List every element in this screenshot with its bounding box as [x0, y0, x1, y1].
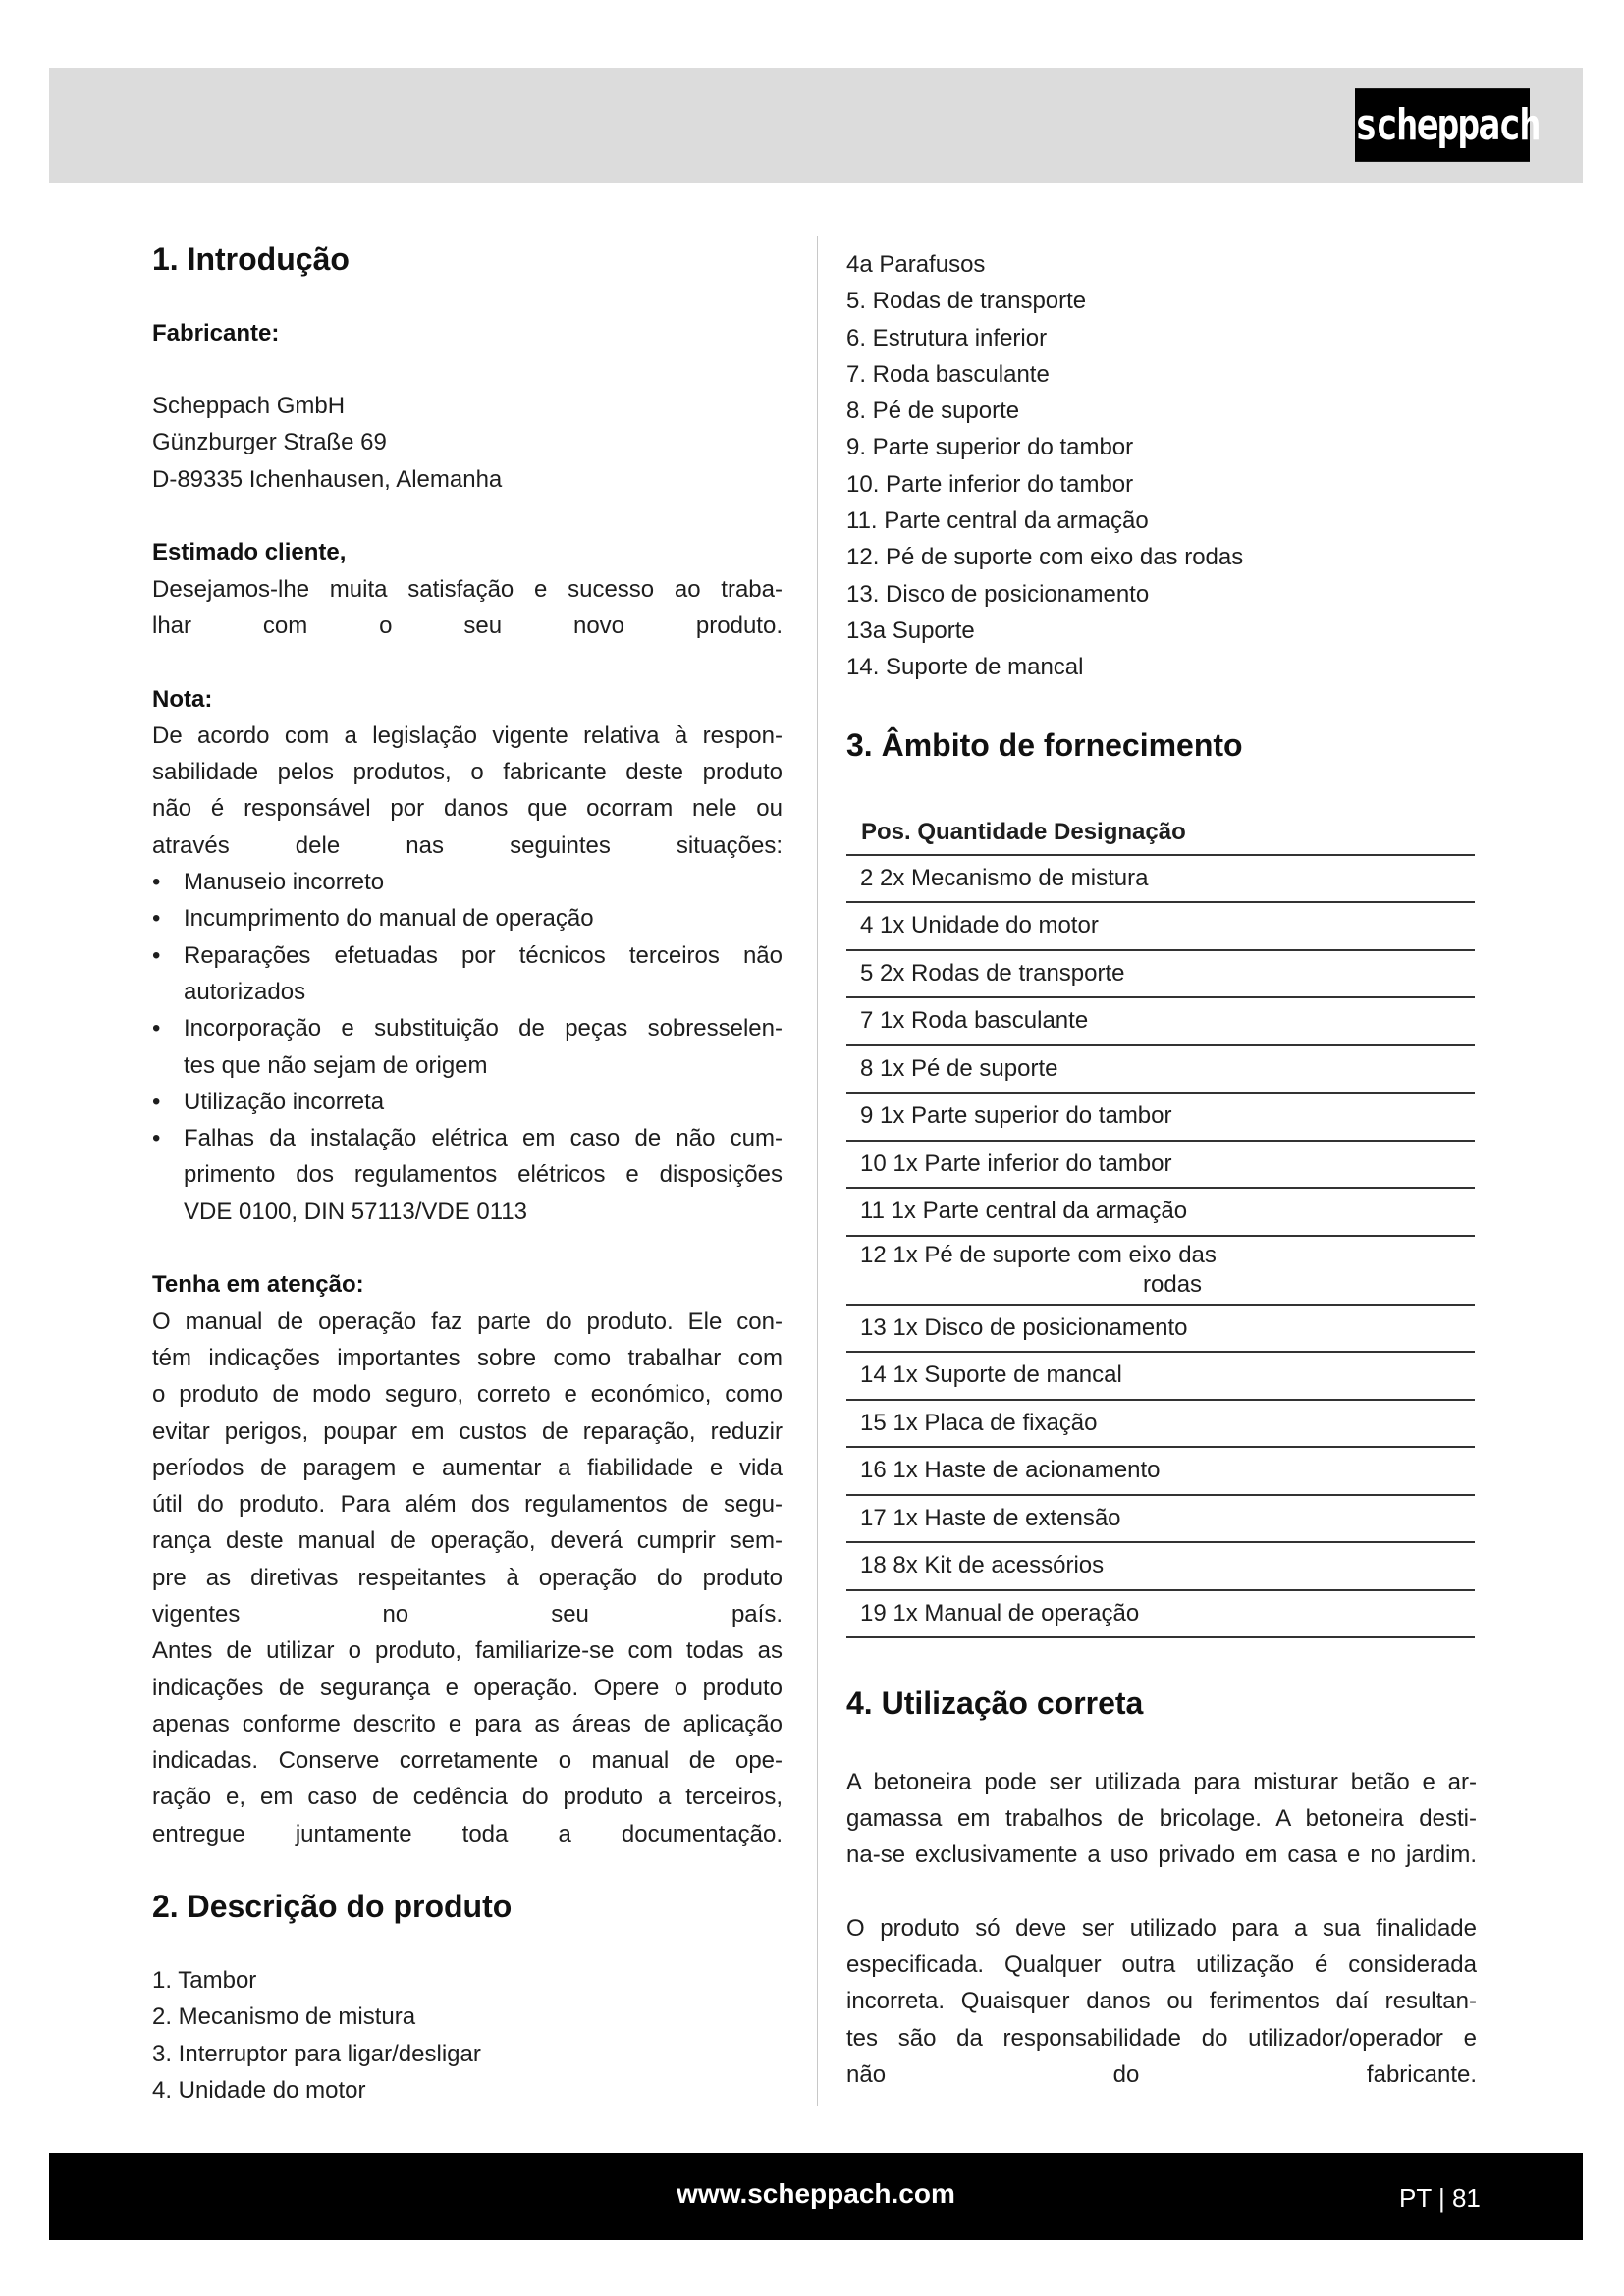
text-line: ração e, em caso de cedência do produto a terceiros,	[152, 1784, 783, 1811]
text-line: entregue juntamente toda a documentação.	[152, 1820, 783, 1847]
bullet-item	[152, 937, 783, 1011]
table-cell-text: 4 1x Unidade do motor	[860, 912, 1099, 939]
table-row	[846, 1306, 1475, 1354]
text-line: 7. Roda basculante	[846, 360, 1050, 388]
nota-paragraph	[152, 718, 783, 864]
table-row	[846, 1496, 1475, 1544]
bullet-text: Manuseio incorreto	[184, 869, 385, 896]
parts-list	[152, 1962, 783, 2109]
column-divider	[817, 236, 818, 2106]
text-line: O produto só deve ser utilizado para a sua finalidade	[846, 1914, 1477, 1942]
footer-url[interactable]: www.scheppach.com	[677, 2178, 955, 2209]
text-line: 3. Interruptor para ligar/desligar	[152, 2040, 481, 2067]
manufacturer-address	[152, 388, 783, 498]
text-line: 4. Unidade do motor	[152, 2076, 366, 2104]
text-line: 4a Parafusos	[846, 251, 986, 278]
table-cell-text: 14 1x Suporte de mancal	[860, 1362, 1122, 1389]
bullet-item	[152, 1010, 783, 1084]
table-cell-text: 9 1x Parte superior do tambor	[860, 1102, 1172, 1130]
table-cell-text: 17 1x Haste de extensão	[860, 1504, 1121, 1531]
text-line: Antes de utilizar o produto, familiarize-se com todas as	[152, 1637, 783, 1665]
section-heading-utilizacao: 4. Utilização correta	[846, 1685, 1144, 1722]
fabricante-label: Fabricante:	[152, 319, 280, 347]
table-cell-text: 16 1x Haste de acionamento	[860, 1457, 1161, 1484]
text-line: O manual de operação faz parte do produto. Ele con-	[152, 1308, 783, 1335]
bullet-text: primento dos regulamentos elétricos e disposições	[184, 1161, 783, 1189]
bullet-icon: •	[152, 905, 161, 933]
text-line: rança deste manual de operação, deverá cumprir sem-	[152, 1527, 783, 1555]
text-line: 1. Tambor	[152, 1966, 257, 1994]
estimado-label: Estimado cliente,	[152, 539, 347, 566]
bullet-icon: •	[152, 869, 161, 896]
scheppach-logo: scheppach	[1355, 88, 1530, 162]
bullet-item	[152, 1120, 783, 1230]
text-line: sabilidade pelos produtos, o fabricante deste produto	[152, 759, 783, 786]
bullet-icon: •	[152, 1015, 161, 1042]
bullet-item	[152, 900, 783, 936]
text-line: evitar perigos, poupar em custos de reparação, reduzir	[152, 1417, 783, 1445]
bullet-text: VDE 0100, DIN 57113/VDE 0113	[184, 1198, 527, 1225]
text-line: 13a Suporte	[846, 616, 975, 644]
text-line: lhar com o seu novo produto.	[152, 612, 783, 639]
table-row	[846, 1591, 1475, 1639]
text-line: indicações de segurança e operação. Opere o produto	[152, 1674, 783, 1701]
text-line: D-89335 Ichenhausen, Alemanha	[152, 465, 503, 493]
left-column	[152, 241, 783, 2109]
table-cell-text: rodas	[1143, 1270, 1203, 1298]
text-line: Desejamos-lhe muita satisfação e sucesso ao traba-	[152, 575, 783, 603]
table-cell-text: 7 1x Roda basculante	[860, 1007, 1089, 1035]
text-line: tes são da responsabilidade do utilizador/operador e	[846, 2024, 1477, 2052]
text-line: 8. Pé de suporte	[846, 398, 1020, 425]
text-line: Scheppach GmbH	[152, 393, 346, 420]
text-line: o produto de modo seguro, correto e económico, como	[152, 1381, 783, 1409]
bullet-item	[152, 864, 783, 900]
text-line: na-se exclusivamente a uso privado em casa e no jardim.	[846, 1842, 1477, 1869]
bullet-icon: •	[152, 941, 161, 969]
table-header: Pos. Quantidade Designação	[846, 811, 1475, 856]
table-cell-text: 10 1x Parte inferior do tambor	[860, 1149, 1172, 1177]
bullet-icon: •	[152, 1125, 161, 1152]
tenha-label: Tenha em atenção:	[152, 1271, 364, 1299]
text-line: pre as diretivas respeitantes à operação do produto	[152, 1564, 783, 1591]
bullet-text: Incorporação e substituição de peças sobresselen-	[184, 1015, 783, 1042]
table-row	[846, 951, 1475, 999]
text-line: apenas conforme descrito e para as áreas de aplicação	[152, 1710, 783, 1737]
section-heading-descricao: 2. Descrição do produto	[152, 1889, 513, 1925]
text-line: Günzburger Straße 69	[152, 429, 387, 456]
bullet-text: autorizados	[184, 978, 306, 1005]
delivery-scope-table	[846, 811, 1475, 1639]
text-line: 10. Parte inferior do tambor	[846, 470, 1134, 498]
section-heading-introducao: 1. Introdução	[152, 241, 350, 277]
bullet-text: Incumprimento do manual de operação	[184, 905, 594, 933]
text-line: através dele nas seguintes situações:	[152, 831, 783, 859]
text-line: vigentes no seu país.	[152, 1600, 783, 1628]
text-line: especificada. Qualquer outra utilização é considerada	[846, 1951, 1477, 1979]
table-cell-text: 19 1x Manual de operação	[860, 1599, 1140, 1627]
nota-bullet-list	[152, 864, 783, 1230]
tenha-paragraph	[152, 1304, 783, 1633]
table-cell-text: 15 1x Placa de fixação	[860, 1409, 1098, 1436]
page-footer	[49, 2153, 1583, 2240]
table-row	[846, 1142, 1475, 1190]
text-line: 5. Rodas de transporte	[846, 288, 1087, 315]
text-line: 12. Pé de suporte com eixo das rodas	[846, 544, 1244, 571]
table-cell-text: 2 2x Mecanismo de mistura	[860, 864, 1149, 891]
table-cell-text: 13 1x Disco de posicionamento	[860, 1313, 1188, 1341]
bullet-item	[152, 1084, 783, 1120]
text-line: 11. Parte central da armação	[846, 507, 1149, 535]
table-row	[846, 998, 1475, 1046]
table-row	[846, 1046, 1475, 1095]
table-row	[846, 1094, 1475, 1142]
text-line: indicadas. Conserve corretamente o manual de ope-	[152, 1747, 783, 1775]
text-line: gamassa em trabalhos de bricolage. A betoneira desti-	[846, 1804, 1477, 1832]
nota-label: Nota:	[152, 685, 213, 713]
uso2-paragraph	[846, 1910, 1477, 2093]
text-line: incorreta. Quaisquer danos ou ferimentos daí resultan-	[846, 1988, 1477, 2015]
table-row	[846, 856, 1475, 904]
table-row	[846, 1353, 1475, 1401]
bullet-icon: •	[152, 1088, 161, 1115]
table-row	[846, 1448, 1475, 1496]
page-header-band	[49, 68, 1583, 183]
bullet-text: Reparações efetuadas por técnicos terceiros não	[184, 941, 783, 969]
table-row	[846, 903, 1475, 951]
table-row	[846, 1189, 1475, 1237]
text-line: tém indicações importantes sobre como trabalhar com	[152, 1344, 783, 1371]
table-row	[846, 1401, 1475, 1449]
table-cell-text: 5 2x Rodas de transporte	[860, 959, 1125, 987]
table-row	[846, 1237, 1475, 1306]
estimado-paragraph	[152, 571, 783, 645]
text-line: 2. Mecanismo de mistura	[152, 2003, 416, 2031]
text-line: não é responsável por danos que ocorram nele ou	[152, 795, 783, 823]
text-line: 14. Suporte de mancal	[846, 654, 1084, 681]
bullet-text: Falhas da instalação elétrica em caso de não cum-	[184, 1125, 783, 1152]
text-line: 9. Parte superior do tambor	[846, 434, 1134, 461]
uso-paragraph	[846, 1764, 1477, 1874]
right-column	[846, 246, 1477, 2093]
bullet-text: Utilização incorreta	[184, 1088, 385, 1115]
parts-list-continued	[846, 246, 1477, 686]
text-line: A betoneira pode ser utilizada para misturar betão e ar-	[846, 1768, 1477, 1795]
table-cell-text: 11 1x Parte central da armação	[860, 1198, 1188, 1225]
text-line: não do fabricante.	[846, 2061, 1477, 2089]
table-cell-text: 8 1x Pé de suporte	[860, 1054, 1058, 1082]
antes-paragraph	[152, 1632, 783, 1852]
text-line: útil do produto. Para além dos regulamentos de segu-	[152, 1491, 783, 1519]
bullet-text: tes que não sejam de origem	[184, 1051, 488, 1079]
page-number: PT | 81	[1399, 2183, 1481, 2213]
table-row	[846, 1543, 1475, 1591]
text-line: De acordo com a legislação vigente relativa à respon-	[152, 721, 783, 749]
section-heading-ambito: 3. Âmbito de fornecimento	[846, 726, 1243, 763]
text-line: 13. Disco de posicionamento	[846, 580, 1150, 608]
table-cell-text: 18 8x Kit de acessórios	[860, 1552, 1105, 1579]
text-line: 6. Estrutura inferior	[846, 324, 1048, 351]
text-line: períodos de paragem e aumentar a fiabilidade e vida	[152, 1454, 783, 1481]
table-cell-text: 12 1x Pé de suporte com eixo das	[860, 1241, 1217, 1268]
